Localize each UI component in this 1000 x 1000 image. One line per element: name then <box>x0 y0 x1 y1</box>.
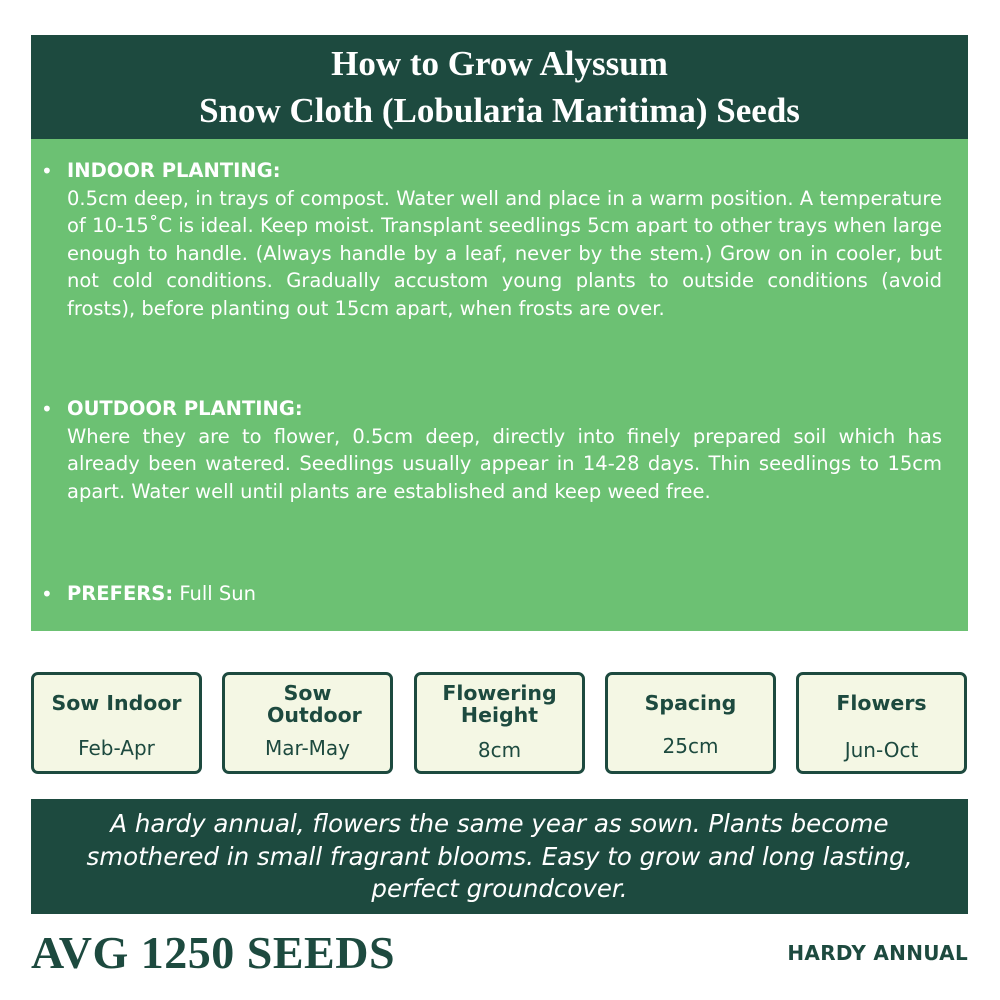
indoor-planting-title: INDOOR PLANTING: <box>67 159 281 182</box>
bullet-icon: • <box>41 397 53 421</box>
box-value: Feb-Apr <box>78 736 155 760</box>
box-label: Sow Outdoor <box>267 681 362 727</box>
title-banner <box>31 35 968 139</box>
sow-indoor-box <box>31 672 202 774</box>
seed-count: AVG 1250 SEEDS <box>31 927 396 978</box>
description-line-2: smothered in small fragrant blooms. Easy to grow and long lasting, <box>86 841 913 871</box>
indoor-planting-section <box>31 157 942 323</box>
prefers-text: Full Sun <box>179 582 256 605</box>
box-value: Jun-Oct <box>844 738 919 762</box>
box-value: 8cm <box>477 738 522 762</box>
outdoor-planting-title: OUTDOOR PLANTING: <box>67 397 303 420</box>
prefers-section <box>31 580 942 608</box>
indoor-planting-text: 0.5cm deep, in trays of compost. Water well and place in a warm position. A temperature of 10-15˚C is ideal. Keep moist. Transplant seedlings 5cm apart to other trays when large enough to handle. (Always handle by a leaf, never by the stem.) Grow on in cooler, but not cold conditions. Gradually accustom young plants to outside conditions (avoid frosts), before planting out 15cm apart, when frosts are over. <box>67 186 942 320</box>
title-line-2: Snow Cloth (Lobularia Maritima) Seeds <box>199 91 800 130</box>
flowering-height-box <box>414 672 585 774</box>
box-value: 25cm <box>662 734 719 758</box>
description-banner <box>31 799 968 914</box>
bullet-icon: • <box>41 582 53 606</box>
sow-outdoor-box <box>222 672 393 774</box>
spacing-box <box>605 672 776 774</box>
outdoor-planting-text: Where they are to flower, 0.5cm deep, directly into finely prepared soil which has already been watered. Seedlings usually appear in 14-28 days. Thin seedlings to 15cm apart. Water well until plants are established and keep weed free. <box>67 424 942 503</box>
box-value: Mar-May <box>264 736 351 760</box>
plant-type-label: HARDY ANNUAL <box>787 941 968 965</box>
title-line-1: How to Grow Alyssum <box>331 44 668 83</box>
box-label: Flowering Height <box>442 681 557 727</box>
flowers-box <box>796 672 967 774</box>
instructions-panel <box>31 139 968 631</box>
box-label: Sow Indoor <box>51 691 182 715</box>
description-line-1: A hardy annual, flowers the same year as sown. Plants become <box>110 809 889 838</box>
info-boxes <box>31 672 968 776</box>
prefers-title: PREFERS: <box>67 582 174 605</box>
bullet-icon: • <box>41 159 53 183</box>
box-label: Flowers <box>836 691 927 715</box>
box-label: Spacing <box>644 691 737 715</box>
description-line-3: perfect groundcover. <box>371 874 628 903</box>
outdoor-planting-section <box>31 395 942 505</box>
